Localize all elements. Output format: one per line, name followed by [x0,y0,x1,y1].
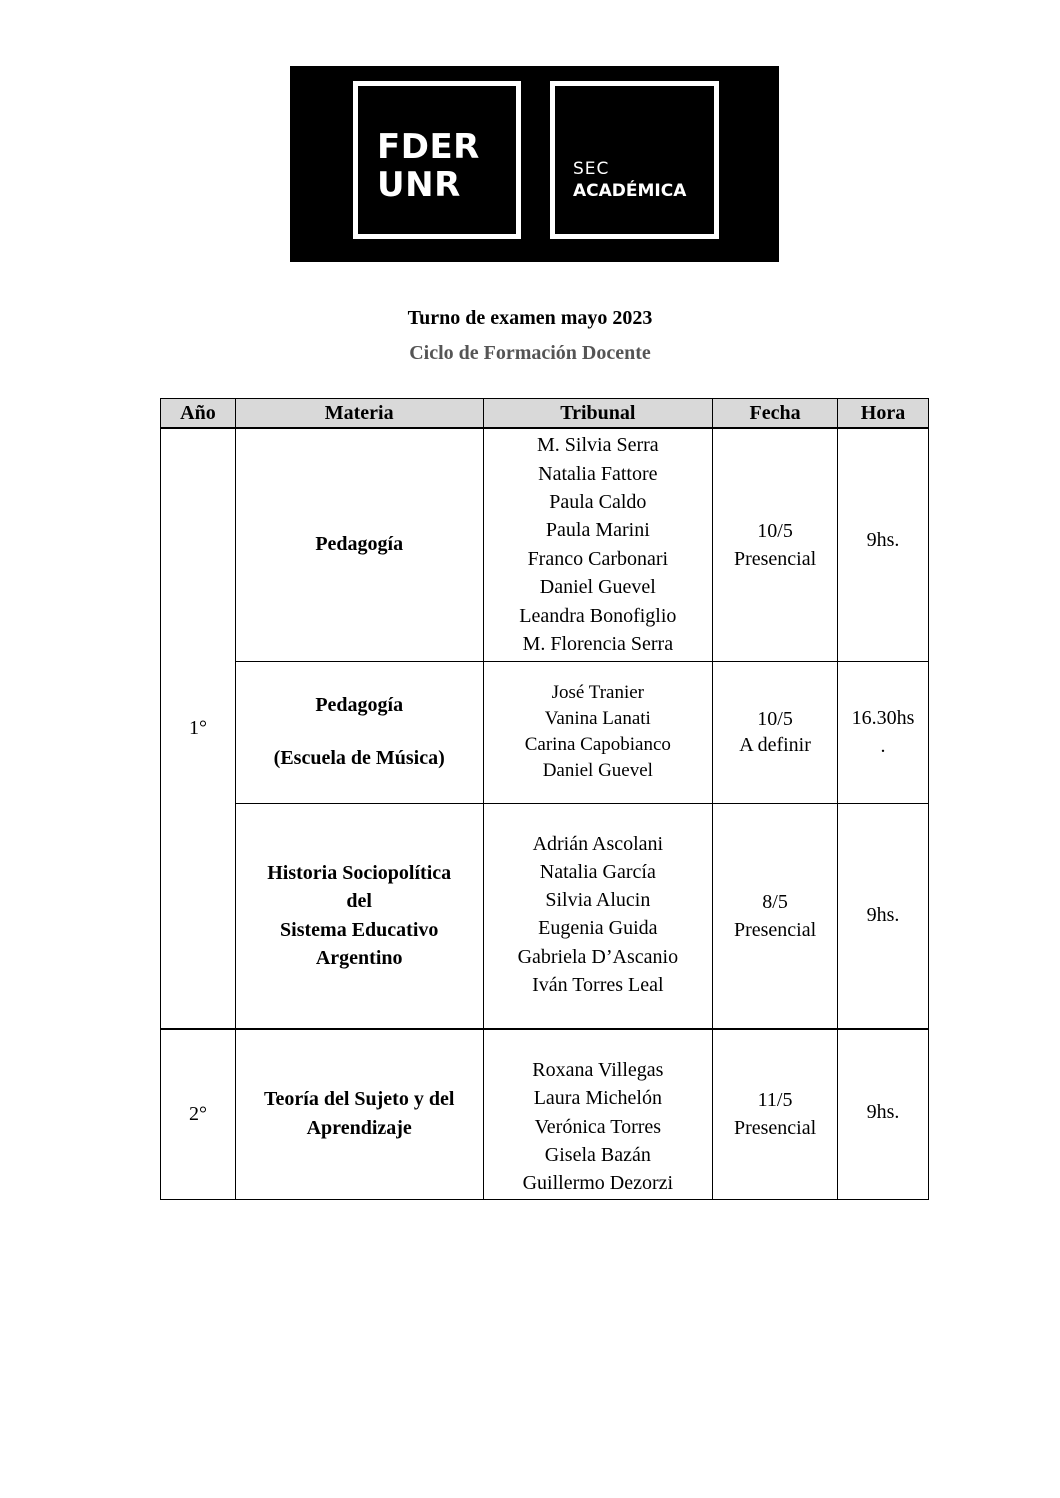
tribunal-member: Paula Marini [545,519,650,542]
fecha-cell [713,661,838,803]
tribunal-member: Roxana Villegas [532,1059,664,1081]
tribunal-member: Gabriela D’Ascanio [517,945,679,968]
tribunal-member: Daniel Guevel [542,760,653,781]
hora-value-dot: . [880,735,886,757]
header-tribunal: Tribunal [483,399,713,429]
hora-value: 16.30hs [851,707,915,729]
logo-unr: UNR [377,165,461,205]
header-hora: Hora [838,399,929,429]
materia-line: Historia Sociopolítica [267,861,452,884]
tribunal-cell [483,1029,713,1199]
fecha-mode: Presencial [733,918,817,941]
logo-box-sec-academica [550,81,719,239]
tribunal-member: Natalia Fattore [538,462,658,485]
fecha-mode: Presencial [733,547,817,570]
tribunal-member: M. Florencia Serra [522,632,674,655]
tribunal-member: Carina Capobianco [524,734,671,755]
materia-cell [235,803,483,1029]
tribunal-member: Vanina Lanati [544,708,651,729]
table-row [161,1029,929,1199]
header-materia: Materia [235,399,483,429]
materia-line: Sistema Educativo [280,918,439,941]
table-row [161,661,929,803]
hora-cell [838,1029,929,1199]
fecha-date: 8/5 [762,890,788,913]
tribunal-member: Leandra Bonofiglio [519,604,677,627]
page-title: Turno de examen mayo 2023 [407,307,653,329]
materia-line: Pedagogía [315,694,404,716]
tribunal-member: Laura Michelón [533,1087,662,1110]
year-cell-1: 1° [161,428,236,1029]
hora-value: 9hs. [866,1101,900,1123]
materia-line: Argentino [315,947,403,970]
fder-unr-logo [290,66,779,262]
exam-schedule-table [160,398,929,1200]
fecha-cell [713,803,838,1029]
logo-sec: SEC [573,159,610,179]
hora-cell [838,661,929,803]
tribunal-member: Adrián Ascolani [532,832,664,855]
tribunal-cell [483,428,713,661]
logo-text-fder-unr [377,128,480,204]
tribunal-cell [483,661,713,803]
logo-fder: FDER [377,127,480,167]
tribunal-member: Daniel Guevel [539,576,656,599]
tribunal-member: Iván Torres Leal [532,973,664,996]
fecha-date: 10/5 [757,708,793,730]
logo-text-sec-academica [573,158,686,202]
materia-line: (Escuela de Música) [273,747,445,769]
materia-cell [235,661,483,803]
fecha-date: 10/5 [757,519,793,542]
materia-line: Aprendizaje [306,1117,412,1140]
fecha-cell [713,428,838,661]
materia-line: del [346,890,372,913]
fecha-mode: Presencial [733,1117,817,1140]
tribunal-member: José Tranier [551,682,645,703]
hora-cell [838,428,929,661]
header-fecha: Fecha [713,399,838,429]
tribunal-member: Natalia García [539,860,656,883]
materia-line: Teoría del Sujeto y del [264,1088,455,1111]
year-cell-2: 2° [161,1029,236,1199]
tribunal-member: Verónica Torres [534,1115,662,1138]
hora-value: 9hs. [866,904,900,927]
table-header-row [161,399,929,429]
tribunal-cell [483,803,713,1029]
fecha-cell [713,1029,838,1199]
logo-academica: ACADÉMICA [573,181,687,201]
materia-cell: Pedagogía [235,428,483,661]
table-row [161,428,929,661]
logo-box-fder-unr [353,81,521,239]
fecha-mode: A definir [739,734,811,756]
materia-cell [235,1029,483,1199]
fecha-date: 11/5 [757,1089,793,1112]
hora-value: 9hs. [866,529,900,551]
header-ano: Año [161,399,236,429]
tribunal-member: Gisela Bazán [544,1143,651,1166]
tribunal-member: Paula Caldo [549,490,647,513]
page-subtitle: Ciclo de Formación Docente [409,342,651,364]
tribunal-member: Franco Carbonari [527,547,669,570]
hora-cell [838,803,929,1029]
tribunal-member: Guillermo Dezorzi [522,1172,674,1195]
tribunal-member: Silvia Alucin [545,889,651,912]
tribunal-member: Eugenia Guida [538,917,658,940]
tribunal-member: M. Silvia Serra [537,434,659,457]
table-row [161,803,929,1029]
